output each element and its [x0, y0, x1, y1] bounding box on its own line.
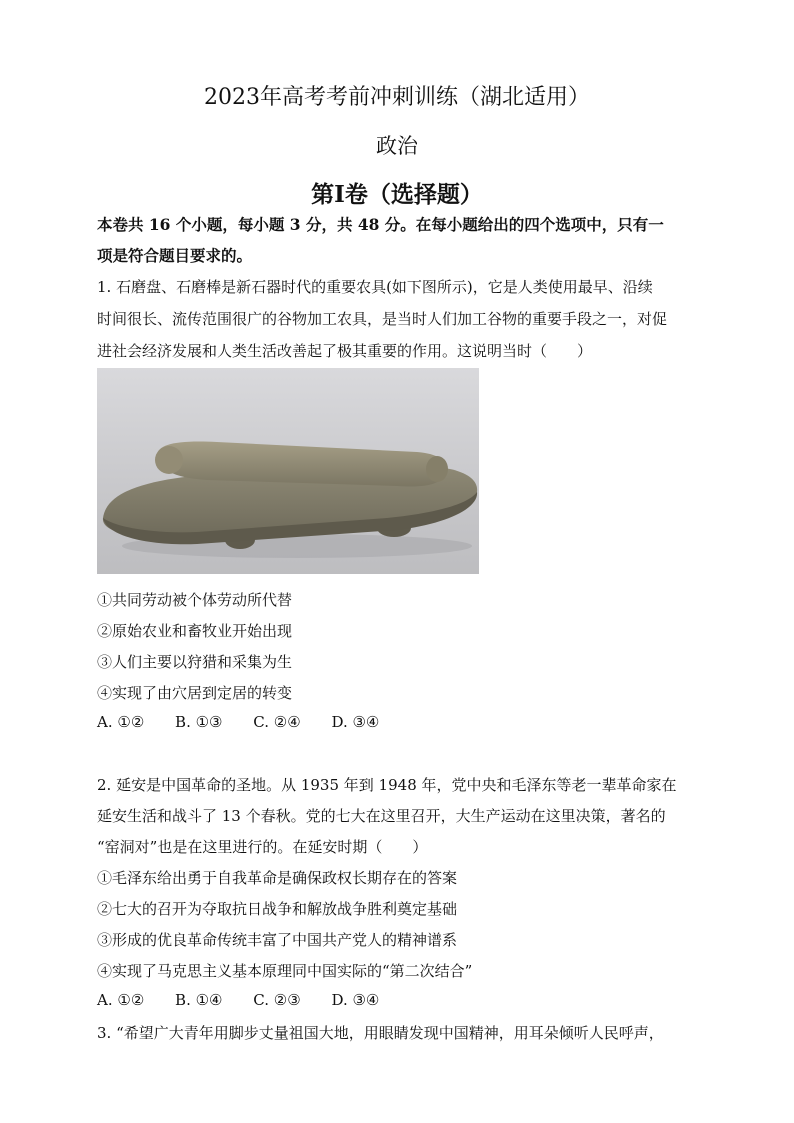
grinding-stone-photo [97, 368, 479, 574]
subject-heading: 政治 [376, 134, 418, 158]
choice-b[interactable]: B. ①④ [175, 991, 223, 1009]
instructions-line: 本卷共 16 个小题，每小题 3 分，共 48 分。在每小题给出的四个选项中，只有一 [97, 215, 664, 234]
q1-choices [97, 713, 405, 731]
q1-statement: ②原始农业和畜牧业开始出现 [97, 622, 293, 640]
q2-stem-line: 延安生活和战斗了 13 个春秋。党的七大在这里召开，大生产运动在这里决策，著名的 [97, 807, 666, 825]
choice-b[interactable]: B. ①③ [175, 713, 223, 731]
choice-a[interactable]: A. ①② [97, 713, 145, 731]
instructions-line: 项是符合题目要求的。 [97, 246, 253, 265]
grinding-stone-illustration [97, 368, 479, 574]
q2-statement: ④实现了马克思主义基本原理同中国实际的“第二次结合” [97, 962, 473, 980]
q1-statement: ④实现了由穴居到定居的转变 [97, 684, 293, 702]
choice-d[interactable]: D. ③④ [331, 713, 380, 731]
q2-stem-line: 2. 延安是中国革命的圣地。从 1935 年到 1948 年，党中央和毛泽东等老一辈革命家在 [97, 776, 677, 794]
q1-statement: ③人们主要以狩猎和采集为生 [97, 653, 293, 671]
q2-statement: ②七大的召开为夺取抗日战争和解放战争胜利奠定基础 [97, 900, 458, 918]
choice-c[interactable]: C. ②③ [253, 991, 301, 1009]
section-heading: 第Ⅰ卷（选择题） [311, 181, 483, 208]
q1-stem-line: 进社会经济发展和人类生活改善起了极其重要的作用。这说明当时（ ） [97, 342, 593, 360]
q1-stem-line: 1. 石磨盘、石磨棒是新石器时代的重要农具(如下图所示)，它是人类使用最早、沿续 [97, 278, 653, 296]
choice-c[interactable]: C. ②④ [253, 713, 301, 731]
q3-stem-line: 3. “希望广大青年用脚步丈量祖国大地，用眼睛发现中国精神，用耳朵倾听人民呼声， [97, 1024, 664, 1042]
exam-title: 2023年高考考前冲刺训练（湖北适用） [204, 85, 590, 110]
q2-statement: ①毛泽东给出勇于自我革命是确保政权长期存在的答案 [97, 869, 458, 887]
choice-a[interactable]: A. ①② [97, 991, 145, 1009]
q2-choices [97, 991, 405, 1009]
q2-stem-line: “窑洞对”也是在这里进行的。在延安时期（ ） [97, 838, 428, 856]
q2-statement: ③形成的优良革命传统丰富了中国共产党人的精神谱系 [97, 931, 458, 949]
q1-statement: ①共同劳动被个体劳动所代替 [97, 591, 293, 609]
choice-d[interactable]: D. ③④ [331, 991, 380, 1009]
q1-stem-line: 时间很长、流传范围很广的谷物加工农具，是当时人们加工谷物的重要手段之一，对促 [97, 310, 668, 328]
